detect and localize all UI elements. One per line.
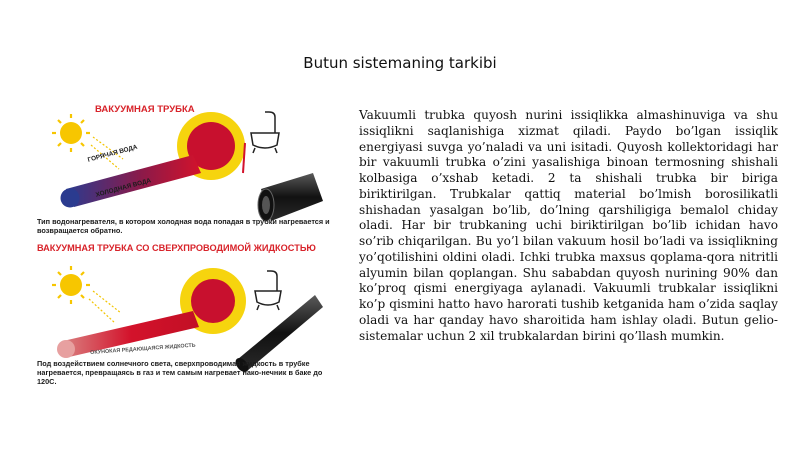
- sun-icon: [52, 266, 121, 323]
- figure-caption-top: Тип водонагревателя, в котором холодная вода попадая в трубки нагревается и возвращается обратно.: [37, 217, 330, 235]
- figure-caption-bottom: Под воздействием солнечного света, сверхпроводимая жидкость в трубке нагревается, превращаясь в газ и тем самым нагревает нако-нечник в баке до 120С.: [37, 359, 323, 386]
- bathtub-icon: [255, 271, 281, 310]
- liquid-label: ОКУНОКАЯ РЕДАЮЩАЯСЯ ЖИДКОСТЬ: [90, 342, 196, 356]
- cold-water-label: ХОЛОДНАЯ ВОДА: [95, 177, 152, 199]
- vacuum-tube-figure: [33, 101, 338, 401]
- page-title: Butun sistemaning tarkibi: [303, 54, 497, 72]
- figure-heading-bottom: ВАКУУМНАЯ ТРУБКА СО СВЕРХПРОВОДИМОЙ ЖИДКОСТЬЮ: [37, 243, 316, 253]
- body-paragraph: Vakuumli trubka quyosh nurini issiqlikka almashinuviga va shu issiqlikni saqlanishiga xizmat qiladi. Paydo bo’lgan issiqlik energiyasi suvga yo’naladi va uni isitadi. Quyosh kollektoridagi har bir vakuumli trubka o’zini yasalishiga binoan termosning shishali kolbasiga o’xshab ketadi. 2 ta shishali trubka bir biriga biriktirilgan. Trubkalar qattiq material bo’lmish borosilikatli shishadan yasalgan bo’lib, do’lning qarshiligiga bemalol chiday oladi. Har bir trubkaning uchi biriktirilgan bo’lib ichidan havo so’rib chiqarilgan. Bu yo’l bilan vakuum hosil bo’ladi va issiqlikning yo’qotilishini oldini oladi. Ichki trubka maxsus qoplama-qora nitritli alyumin bilan qoplangan. Shu sababdan quyosh nurining 90% dan ko’proq qismi energiyaga aylanadi. Vakuumli trubkalar issiqlikni ko’p qismini hatto havo harorati tushib ketganida ham o’zida saqlay oladi va har qanday havo sharoitida ham ishlay oladi. Butun gelio-sistemalar uchun 2 xil trubkalardan birini qo’llash mumkin.: [359, 108, 778, 343]
- vacuum-tube-icon: [258, 173, 323, 221]
- hot-water-label: ГОРЯЧАЯ ВОДА: [87, 143, 139, 164]
- figure-heading-top: ВАКУУМНАЯ ТРУБКА: [95, 104, 195, 115]
- bathtub-icon: [251, 112, 279, 153]
